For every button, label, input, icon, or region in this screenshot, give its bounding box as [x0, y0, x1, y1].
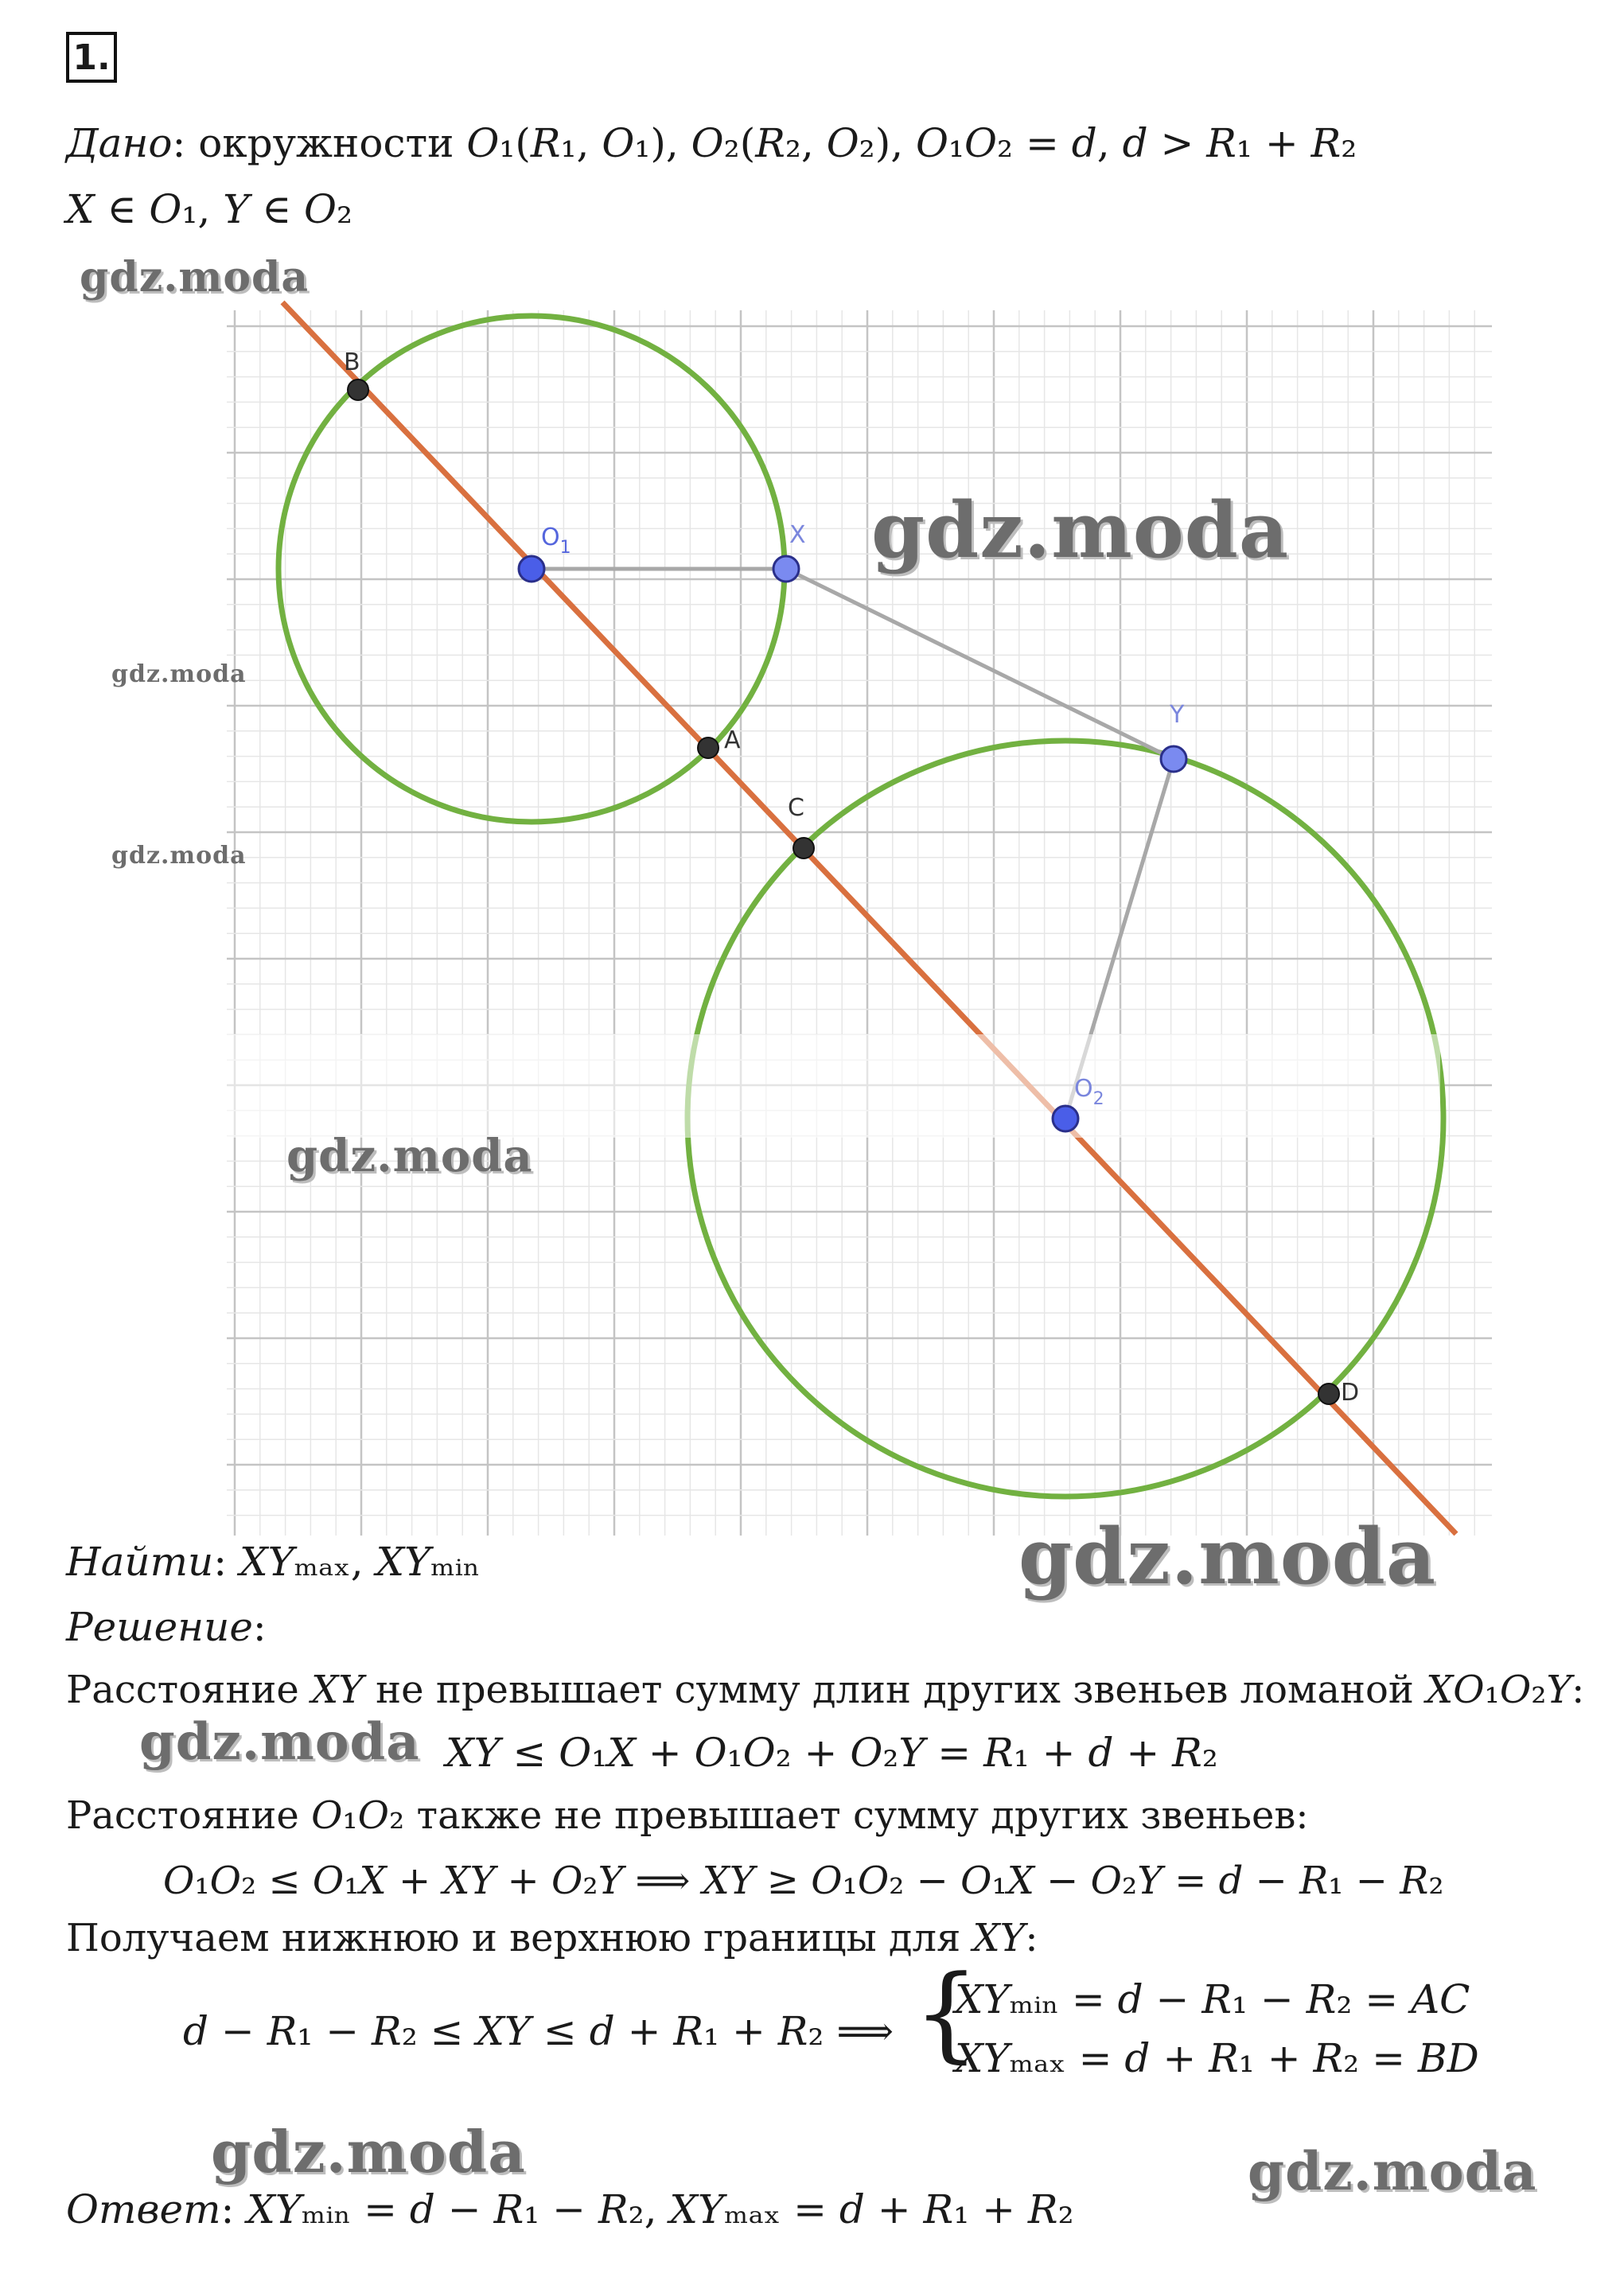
scan-artifact-band — [215, 1034, 1440, 1138]
system-brace: { — [913, 1952, 979, 2073]
answer-text: : 𝑋𝑌ₘᵢₙ = 𝑑 − 𝑅₁ − 𝑅₂, 𝑋𝑌ₘₐₓ = 𝑑 + 𝑅₁ + 𝑅₂ — [220, 2186, 1074, 2232]
solution-line-2: Расстояние 𝑂₁𝑂₂ также не превышает сумму других звеньев: — [66, 1793, 1309, 1838]
answer-label: Ответ — [66, 2186, 221, 2232]
watermark: gdz.moda — [80, 253, 310, 302]
formula-2: 𝑂₁𝑂₂ ≤ 𝑂₁𝑋 + 𝑋𝑌 + 𝑂₂𝑌 ⟹ 𝑋𝑌 ≥ 𝑂₁𝑂₂ − 𝑂₁𝑋 − 𝑂₂𝑌 = 𝑑 − 𝑅₁ − 𝑅₂ — [163, 1859, 1444, 1903]
given-line — [66, 120, 1357, 166]
geometry-figure — [215, 286, 1504, 1543]
watermark: gdz.moda — [211, 2118, 526, 2186]
watermark: gdz.moda — [111, 660, 247, 688]
solution-heading — [66, 1604, 267, 1650]
point-o2 — [1053, 1106, 1078, 1131]
formula-1: 𝑋𝑌 ≤ 𝑂₁𝑋 + 𝑂₁𝑂₂ + 𝑂₂𝑌 = 𝑅₁ + 𝑑 + 𝑅₂ — [446, 1730, 1218, 1776]
label-c: C — [788, 794, 804, 822]
label-x: X — [789, 521, 806, 549]
find-line — [66, 1539, 481, 1585]
given-line-2: 𝑋 ∈ 𝑂₁, 𝑌 ∈ 𝑂₂ — [66, 186, 353, 232]
watermark: gdz.moda — [871, 485, 1290, 575]
solution-line-3: Получаем нижнюю и верхнюю границы для 𝑋𝑌: — [66, 1916, 1038, 1960]
label-y: Y — [1170, 701, 1185, 729]
find-label: Найти — [66, 1539, 214, 1585]
label-b: B — [344, 348, 360, 376]
watermark: gdz.moda — [1248, 2140, 1537, 2202]
point-o1 — [519, 556, 544, 582]
label-o2: $O_2$ — [1074, 1075, 1104, 1109]
point-y — [1161, 746, 1186, 772]
label-d: D — [1341, 1379, 1360, 1407]
point-x — [773, 556, 799, 582]
find-text: : 𝑋𝑌ₘₐₓ, 𝑋𝑌ₘᵢₙ — [213, 1539, 481, 1585]
point-b — [348, 380, 368, 400]
watermark: gdz.moda — [139, 1712, 420, 1772]
answer-line — [66, 2186, 1074, 2232]
given-text: : окружности 𝑂₁(𝑅₁, 𝑂₁), 𝑂₂(𝑅₂, 𝑂₂), 𝑂₁𝑂₂ = 𝑑, 𝑑 > 𝑅₁ + 𝑅₂ — [172, 120, 1357, 166]
given-label: Дано — [66, 120, 173, 166]
solution-label: Решение — [66, 1604, 253, 1650]
watermark: gdz.moda — [111, 842, 247, 870]
watermark: gdz.moda — [286, 1130, 533, 1182]
label-a: A — [724, 726, 741, 754]
point-d — [1318, 1384, 1339, 1404]
solution-colon: : — [252, 1604, 267, 1650]
point-c — [793, 838, 814, 858]
problem-number: 1. — [66, 32, 117, 83]
solution-line-1: Расстояние 𝑋𝑌 не превышает сумму длин других звеньев ломаной 𝑋𝑂₁𝑂₂𝑌: — [66, 1668, 1585, 1712]
system-max: 𝑋𝑌ₘₐₓ = 𝑑 + 𝑅₁ + 𝑅₂ = 𝐵𝐷 — [955, 2035, 1479, 2081]
formula-3-left: 𝑑 − 𝑅₁ − 𝑅₂ ≤ 𝑋𝑌 ≤ 𝑑 + 𝑅₁ + 𝑅₂ ⟹ — [183, 2008, 894, 2054]
grid-background — [227, 310, 1492, 1536]
point-a — [698, 738, 719, 758]
system-min: 𝑋𝑌ₘᵢₙ = 𝑑 − 𝑅₁ − 𝑅₂ = 𝐴𝐶 — [955, 1976, 1470, 2022]
label-o1: $O_1$ — [541, 524, 571, 558]
watermark: gdz.moda — [1018, 1512, 1437, 1602]
